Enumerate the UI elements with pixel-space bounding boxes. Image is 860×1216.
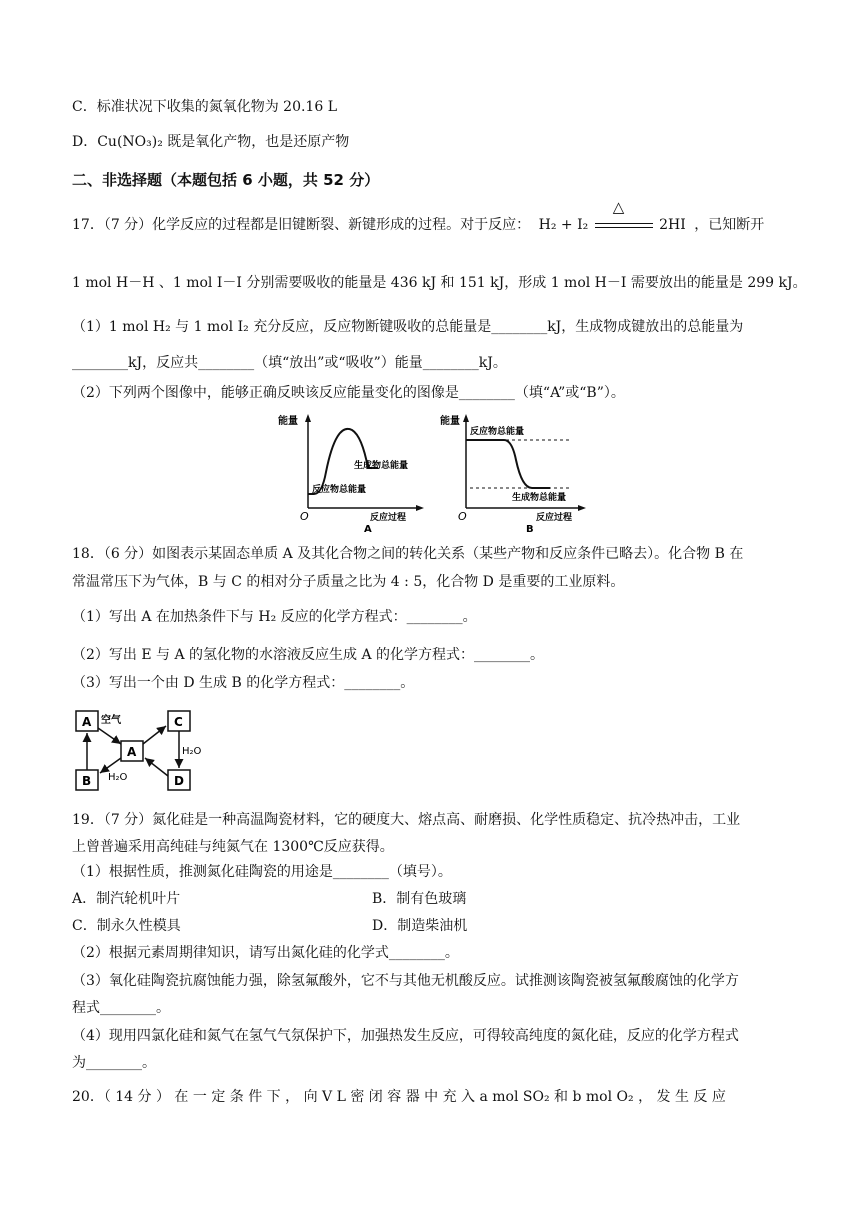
graph-b-origin: O — [458, 510, 467, 523]
graph-b-xlabel: 反应过程 — [536, 513, 573, 523]
q19-option-a: A．制汽轮机叶片 — [72, 891, 181, 907]
svg-text:A: A — [127, 745, 137, 759]
equation-condition: △ — [612, 198, 625, 216]
q19-option-d: D．制造柴油机 — [372, 918, 468, 934]
q19-options-row2 — [72, 915, 790, 937]
equation-left: H₂ + I₂ — [538, 217, 589, 233]
q19-part1: （1）根据性质，推测氮化硅陶瓷的用途是________（填号）。 — [72, 864, 452, 880]
graph-a-label-bottom: 反应物总能量 — [312, 485, 367, 495]
q19-line2: 上曾普遍采用高纯硅与纯氮气在 1300℃反应获得。 — [72, 839, 394, 855]
equation-arrow — [595, 198, 653, 236]
q20-line1: 20．（ 14 分 ） 在 一 定 条 件 下 ， 向 V L 密 闭 容 器 中 充 入 a mol SO₂ 和 b mol O₂ ， 发 生 反 应 — [72, 1089, 726, 1105]
q19-option-b: B．制有色玻璃 — [372, 891, 467, 907]
q19-part3b: 程式________。 — [72, 1000, 170, 1016]
equation-right: 2HI — [659, 217, 686, 233]
q19-option-c: C．制永久性模具 — [72, 918, 181, 934]
svg-text:B: B — [82, 774, 92, 788]
label-h2o-bottom: H₂O — [108, 772, 128, 783]
q17-part1b: ________kJ，反应共________（填“放出”或“吸收”）能量________kJ。 — [72, 355, 507, 371]
q19-part3a: （3）氧化硅陶瓷抗腐蚀能力强，除氢氟酸外，它不与其他无机酸反应。试推测该陶瓷被氢氟酸腐蚀的化学方 — [72, 973, 739, 989]
q19-options-row1 — [72, 888, 790, 910]
q17-part1a: （1）1 mol H₂ 与 1 mol I₂ 充分反应，反应物断键吸收的总能量是________kJ，生成物成键放出的总能量为 — [72, 319, 744, 335]
q18-line1: 18．（6 分）如图表示某固态单质 A 及其化合物之间的转化关系（某些产物和反应条件已略去）。化合物 B 在 — [72, 546, 744, 562]
svg-text:C: C — [174, 715, 183, 729]
graph-b-ylabel: 能量 — [440, 416, 460, 427]
q18-part2: （2）写出 E 与 A 的氢化物的水溶液反应生成 A 的化学方程式：________。 — [72, 647, 545, 663]
q17-intro: 17．（7 分）化学反应的过程都是旧键断裂、新键形成的过程。对于反应： — [72, 217, 531, 233]
label-air: 空气 — [101, 715, 121, 726]
q18-part3: （3）写出一个由 D 生成 B 的化学方程式：________。 — [72, 675, 415, 691]
q19-part2: （2）根据元素周期律知识，请写出氮化硅的化学式________。 — [72, 945, 459, 961]
q17-line1 — [72, 198, 790, 236]
q17-part2: （2）下列两个图像中，能够正确反映该反应能量变化的图像是________（填“A”或“B”）。 — [72, 385, 625, 401]
graph-b-caption: B — [526, 524, 534, 534]
section-heading: 二、非选择题（本题包括 6 小题，共 52 分） — [72, 171, 380, 189]
graph-a-ylabel: 能量 — [278, 416, 298, 427]
graph-a-caption: A — [364, 524, 372, 534]
q19-part4a: （4）现用四氯化硅和氮气在氢气气氛保护下，加强热发生反应，可得较高纯度的氮化硅，反应的化学方程式 — [72, 1028, 739, 1044]
svg-text:A: A — [82, 715, 92, 729]
graph-a-label-top: 生成物总能量 — [354, 461, 409, 471]
energy-graph-a — [278, 408, 428, 534]
q18-line2: 常温常压下为气体，B 与 C 的相对分子质量之比为 4 : 5，化合物 D 是重要的工业原料。 — [72, 574, 625, 590]
graph-b-label-bottom: 生成物总能量 — [512, 493, 567, 503]
option-d: D．Cu(NO₃)₂ 既是氧化产物，也是还原产物 — [72, 134, 350, 150]
q19-line1: 19．（7 分）氮化硅是一种高温陶瓷材料，它的硬度大、熔点高、耐磨损、化学性质稳定、抗冷热冲击，工业 — [72, 812, 741, 828]
graph-a-xlabel: 反应过程 — [370, 513, 407, 523]
q17-line2: 1 mol H－H 、1 mol I－I 分别需要吸收的能量是 436 kJ 和 151 kJ，形成 1 mol H－I 需要放出的能量是 299 kJ。 — [72, 275, 807, 291]
energy-graph-b — [440, 408, 590, 534]
q18-part1: （1）写出 A 在加热条件下与 H₂ 反应的化学方程式：________。 — [72, 609, 477, 625]
q17-intro-tail: ，已知断开 — [694, 217, 765, 233]
graph-a-origin: O — [300, 510, 309, 523]
q17-equation — [538, 198, 686, 236]
graph-b-label-top: 反应物总能量 — [470, 427, 525, 437]
option-c: C．标准状况下收集的氮氧化物为 20.16 L — [72, 99, 337, 115]
svg-text:D: D — [174, 774, 184, 788]
q19-part4b: 为________。 — [72, 1055, 156, 1071]
label-h2o-right: H₂O — [182, 746, 202, 757]
conversion-diagram — [74, 708, 224, 794]
